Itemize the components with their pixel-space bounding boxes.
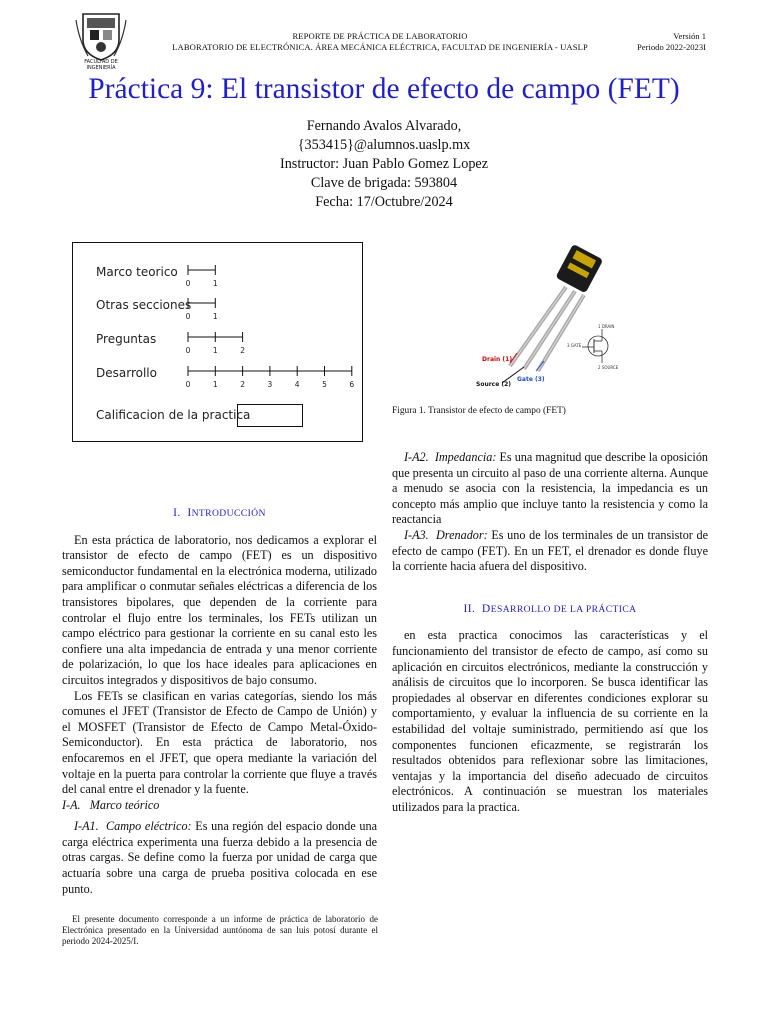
grade-box[interactable] (237, 404, 303, 427)
item-term: Impedancia: (434, 450, 497, 464)
gate-label: Gate (3) (517, 376, 545, 383)
grading-rubric (72, 242, 363, 442)
subsection-number: I-A. (62, 797, 81, 812)
section-heading-introduction (62, 505, 377, 522)
paper-title: Práctica 9: El transistor de efecto de campo (FET) (88, 73, 680, 105)
rubric-tick-label-1-1: 1 (212, 312, 218, 321)
rubric-tick-label-2-1: 1 (212, 346, 218, 355)
footnote-text: El presente documento corresponde a un informe de práctica de laboratorio de Electrónica presentado en la Universidad auntónoma de san luis potosí durante el periodo 2024-2025/I. (62, 914, 378, 947)
section-title-rest: ESARROLLO DE LA PRÁCTICA (490, 603, 637, 615)
brigade-code: Clave de brigada: 593804 (310, 175, 458, 191)
version-info (637, 31, 706, 53)
item-number: I-A3. (404, 527, 429, 542)
rubric-label-1: Otras secciones (96, 298, 192, 312)
section-number: II. (463, 601, 476, 615)
intro-paragraph-1: En esta práctica de laboratorio, nos dedicamos a explorar el transistor de efecto de campo (FET) es un dispositivo semiconductor fundamental en la electrónica moderna, utilizado para amplificar o conmutar señales eléctricas a diferencia de los transistores bipolares, que dependen de la corriente para controlar el flujo entre los terminales, los FETs utilizan un campo eléctrico para gestionar la corriente en su canal esto les confiere una alta impedancia de entrada y una menor corriente de polarización, lo que los hace ideales para aplicaciones en circuitos integrados y dispositivos de bajo consumo. (62, 532, 377, 687)
grade-label: Calificacion de la practica (96, 408, 251, 422)
author-block (0, 117, 768, 212)
footnote (62, 914, 378, 948)
rubric-tick-label-3-3: 3 (267, 380, 273, 389)
rubric-tick-label-3-0: 0 (185, 380, 191, 389)
section-title-initial: D (481, 601, 491, 615)
report-date: Fecha: 17/Octubre/2024 (315, 194, 453, 210)
paragraph-drenador (392, 528, 708, 575)
rubric-label-3: Desarrollo (96, 366, 157, 380)
symbol-drain-label: 1 DRAIN (598, 324, 615, 329)
item-text: Es una magnitud que describe la oposición que presenta un circuito al paso de una corriente alterna. Aunque a menudo se asocia con la resistencia, la impedancia es un concepto más amplio que incluye tanto la resistencia y como la reactancia (392, 450, 709, 527)
rubric-tick-label-0-0: 0 (185, 279, 191, 288)
source-label: Source (2) (476, 381, 512, 388)
rubric-tick-label-3-5: 5 (322, 380, 327, 389)
item-text: Es uno de los terminales de un transistor de efecto de campo (FET). En un FET, el drenador es donde fluye la corriente hacia afuera del dispositivo. (392, 527, 709, 574)
logo-text-2: INGENIERÍA (86, 65, 116, 71)
rubric-tick-label-0-1: 1 (212, 279, 218, 288)
symbol-gate-label: 3 GATE (567, 343, 582, 348)
intro-paragraph-2: Los FETs se clasifican en varias categorías, siendo los más comunes el JFET (Transistor de Efecto de Campo de Unión) y el MOSFET (Transistor de Efecto de Campo Metal-Óxido-Semiconductor). En esta práctica de laboratorio, nos enfocaremos en el JFET, que opera mediante la variación del voltaje en la puerta para controlar la corriente que fluye a través del canal entre el drenador y la fuente. (62, 688, 377, 797)
running-header (130, 31, 630, 53)
desarrollo-paragraph-1: en esta practica conocimos las características y el funcionamiento del transistor de efecto de campo, así como su aplicación en circuitos electrónicos, mediante la construcción y análisis de circuitos que lo incorporen. Se busca identificar las propiedades al observar en diferentes condiciones explorar su comportamiento, y evaluar la influencia de su corriente en la estabilidad del voltaje suministrado, permitiendo así que los componentes funcionen eficazmente, se registrarán los resultados obtenidos para reflexionar sobre las limitaciones, ventajas y la importancia del diseño adecuado de circuitos electrónicos. A continuación se muestran los materiales utilizados para la practica. (392, 628, 708, 814)
paragraph-impedancia (392, 450, 708, 528)
rubric-tick-label-3-2: 2 (240, 380, 245, 389)
item-text: Es una región del espacio donde una carga eléctrica experimenta una fuerza debido a la presencia de otras cargas. Se define como la fuerza por unidad de carga que actuaría sobre una carga de prueba positiva colocada en ese punto. (62, 819, 378, 896)
author-name: Fernando Avalos Alvarado, (306, 118, 462, 134)
header-line-1: REPORTE DE PRÁCTICA DE LABORATORIO (292, 31, 468, 41)
section-title-rest: NTRODUCCIÓN (191, 508, 266, 519)
item-term: Campo eléctrico: (106, 819, 192, 834)
rubric-tick-label-2-0: 0 (185, 346, 191, 355)
faculty-logo (74, 10, 128, 74)
header-line-2: LABORATORIO DE ELECTRÓNICA. ÁREA MECÁNICA ELÉCTRICA, FACULTAD DE INGENIERÍA - UASLP (172, 42, 588, 52)
item-number: I-A2. (404, 450, 429, 464)
instructor: Instructor: Juan Pablo Gomez Lopez (279, 156, 489, 172)
item-term: Drenador: (436, 527, 488, 542)
drain-label: Drain (1) (482, 356, 513, 363)
logo-text-1: FACULTAD DE (84, 59, 118, 65)
rubric-tick-label-3-1: 1 (212, 380, 218, 389)
subsection-heading-marco (62, 798, 377, 814)
rubric-tick-label-3-6: 6 (349, 380, 355, 389)
rubric-label-0: Marco teorico (96, 265, 178, 279)
symbol-source-label: 2 SOURCE (598, 365, 619, 370)
rubric-tick-label-2-2: 2 (240, 346, 245, 355)
paragraph-campo-electrico (62, 819, 377, 897)
rubric-tick-label-1-0: 0 (185, 312, 191, 321)
author-email: {353415}@alumnos.uaslp.mx (297, 137, 471, 153)
left-column (62, 505, 377, 897)
subsection-title: Marco teórico (89, 797, 160, 812)
section-number: I. (173, 506, 181, 519)
version: Versión 1 (673, 31, 706, 41)
period: Periodo 2022-2023I (637, 42, 706, 52)
figure-caption: Figura 1. Transistor de efecto de campo (FET) (392, 406, 566, 416)
item-number: I-A1. (74, 819, 99, 834)
rubric-tick-label-3-4: 4 (294, 380, 300, 389)
section-title-initial: I (187, 506, 192, 519)
section-heading-desarrollo (392, 601, 708, 618)
right-column (392, 450, 708, 815)
rubric-label-2: Preguntas (96, 332, 157, 346)
fet-figure (472, 243, 632, 393)
